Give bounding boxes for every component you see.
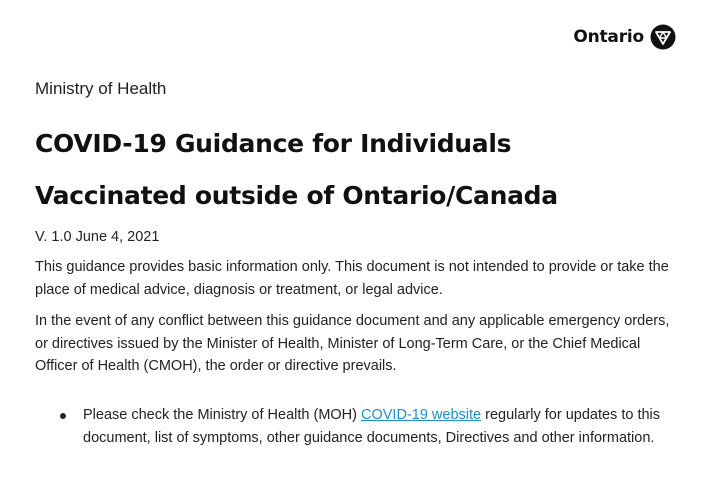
logo-wordmark: Ontario bbox=[573, 27, 644, 47]
title-line-2: Vaccinated outside of Ontario/Canada bbox=[35, 181, 558, 210]
list-item bbox=[35, 404, 675, 449]
ministry-name: Ministry of Health bbox=[35, 79, 167, 98]
title-line-1: COVID-19 Guidance for Individuals bbox=[35, 129, 512, 158]
ontario-trillium-icon bbox=[650, 24, 676, 50]
bullet-list bbox=[35, 404, 675, 449]
document-title bbox=[35, 118, 558, 222]
bullet-dot-icon bbox=[60, 413, 66, 419]
conflict-paragraph: In the event of any conflict between this guidance document and any applicable emergency orders, or directives issued by the Minister of Health, Minister of Long-Term Care, or the Chief Medical Officer of Health (CMOH), the order or directive prevails. bbox=[35, 313, 670, 374]
bullet-text-after: regularly for updates to this document, list of symptoms, other guidance documents, Directives and other information. bbox=[83, 407, 661, 446]
covid19-website-link[interactable]: COVID-19 website bbox=[361, 407, 482, 423]
ontario-logo bbox=[573, 24, 676, 50]
disclaimer-paragraph: This guidance provides basic information only. This document is not intended to provide or take the place of medical advice, diagnosis or treatment, or legal advice. bbox=[35, 259, 669, 298]
bullet-text-before: Please check the Ministry of Health (MOH) bbox=[83, 407, 362, 423]
version-date: V. 1.0 June 4, 2021 bbox=[35, 229, 160, 245]
